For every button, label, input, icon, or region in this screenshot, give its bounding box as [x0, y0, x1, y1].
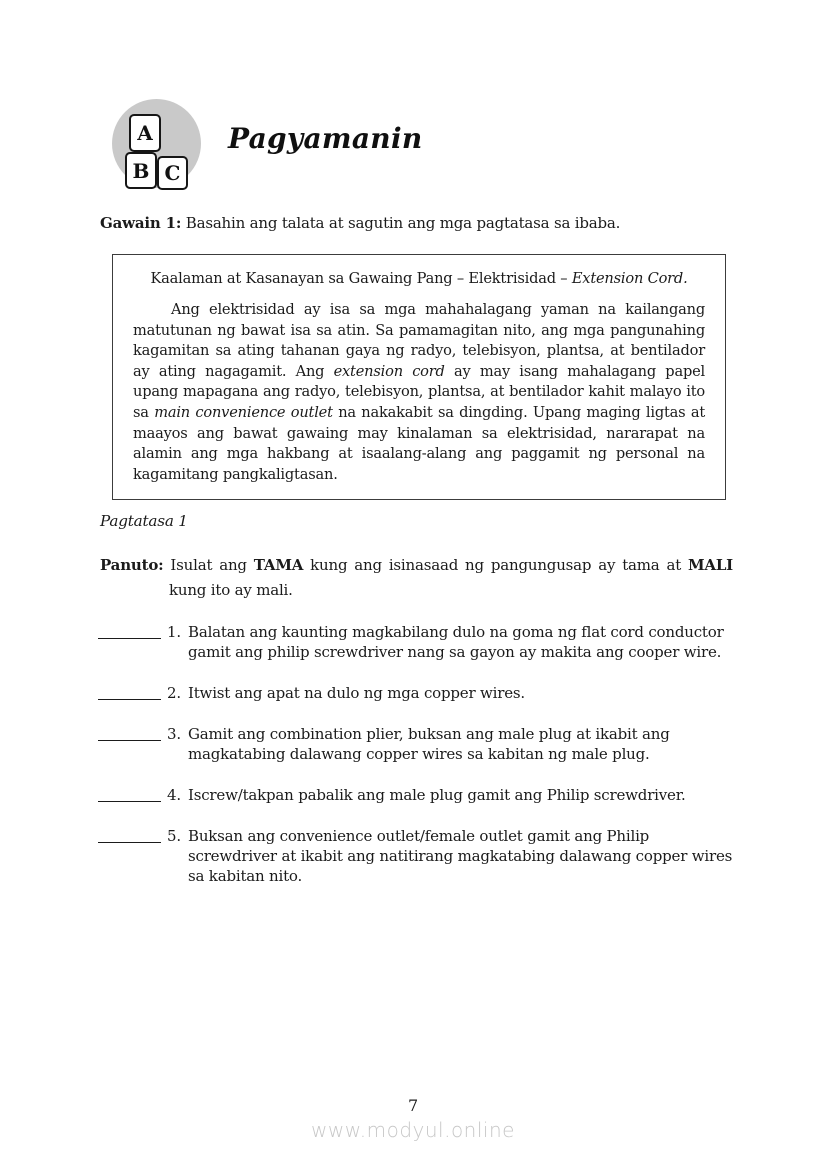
item-text: Iscrew/takpan pabalik ang male plug gamit ang Philip screwdriver. — [188, 786, 686, 804]
directions-seg3: kung ang isinasaad ng pangungusap ay tama at — [303, 556, 688, 574]
abc-blocks-icon — [112, 99, 201, 188]
answer-blank-1 — [98, 622, 161, 639]
item-text: Balatan ang kaunting magkabilang dulo na goma ng flat cord conductor gamit ang philip screwdriver nang sa gayon ay makita ang cooper wire. — [188, 623, 724, 661]
activity-instruction — [100, 212, 745, 235]
passage-heading — [133, 270, 705, 287]
passage-paragraph — [133, 300, 705, 485]
directions-seg5: kung ito ay mali. — [169, 581, 293, 599]
section-title: Pagyamanin — [228, 122, 423, 155]
item-number: 5. — [167, 827, 181, 845]
passage-seg1: Ang elektrisidad ay isa sa mga mahahalagang yaman na kailangang matutunan ng bawat isa sa atin. Sa pamamagitan nito, ang mga pangunahing kagamitan sa ating tahanan gaya ng radyo, telebisyon, plantsa, at bentilador ay ating nagagamit. Ang — [133, 301, 705, 380]
item-number: 4. — [167, 786, 181, 804]
passage-heading-emphasis: Extension Cord. — [571, 270, 688, 287]
list-item — [98, 724, 738, 764]
watermark: www.modyul.online — [311, 1118, 515, 1142]
answer-blank-4 — [98, 785, 161, 802]
passage-heading-text: Kaalaman at Kasanayan sa Gawaing Pang – Elektrisidad – — [150, 270, 572, 287]
item-number: 3. — [167, 725, 181, 743]
list-item — [98, 826, 738, 886]
list-item — [98, 622, 738, 662]
answer-blank-2 — [98, 683, 161, 700]
passage-seg3: ay may isang mahalagang papel upang mapagana ang radyo, telebisyon, plantsa, at bentilador kahit malayo ito sa — [133, 362, 705, 421]
letter-block-a-icon: A — [129, 114, 161, 152]
assessment-directions — [100, 553, 733, 603]
item-text: Gamit ang combination plier, buksan ang male plug at ikabit ang magkatabing dalawang copper wires sa kabitan ng male plug. — [188, 725, 670, 763]
passage-seg5: na nakakabit sa dingding. Upang maging ligtas at maayos ang bawat gawaing may kinalaman sa elektrisidad, nararapat na alamin ang mga hakbang at isaalang-alang ang paggamit ng personal na kagamitang pangkaligtasan. — [133, 403, 705, 483]
item-text: Buksan ang convenience outlet/female outlet gamit ang Philip screwdriver at ikabit ang natitirang magkatabing dalawang copper wires sa kabitan nito. — [188, 827, 733, 885]
page-number: 7 — [408, 1096, 418, 1115]
directions-tama: TAMA — [253, 556, 304, 574]
activity-text: Basahin ang talata at sagutin ang mga pagtatasa sa ibaba. — [185, 214, 621, 232]
passage-seg4: main convenience outlet — [154, 403, 333, 421]
item-number: 2. — [167, 684, 181, 702]
reading-passage-box — [112, 254, 726, 500]
directions-mali: MALI — [687, 556, 733, 574]
assessment-item-list — [98, 622, 738, 907]
assessment-title: Pagtatasa 1 — [100, 512, 188, 530]
answer-blank-5 — [98, 826, 161, 843]
letter-block-c-icon: C — [157, 156, 188, 190]
directions-seg1: Isulat ang — [163, 556, 254, 574]
letter-block-b-icon: B — [125, 152, 157, 189]
list-item — [98, 785, 738, 805]
directions-label: Panuto: — [100, 556, 164, 574]
item-number: 1. — [167, 623, 181, 641]
page-footer — [0, 1096, 826, 1142]
item-text: Itwist ang apat na dulo ng mga copper wires. — [188, 684, 525, 702]
passage-seg2: extension cord — [333, 362, 445, 380]
activity-label: Gawain 1: — [100, 214, 182, 232]
answer-blank-3 — [98, 724, 161, 741]
section-header — [112, 99, 423, 188]
list-item — [98, 683, 738, 703]
